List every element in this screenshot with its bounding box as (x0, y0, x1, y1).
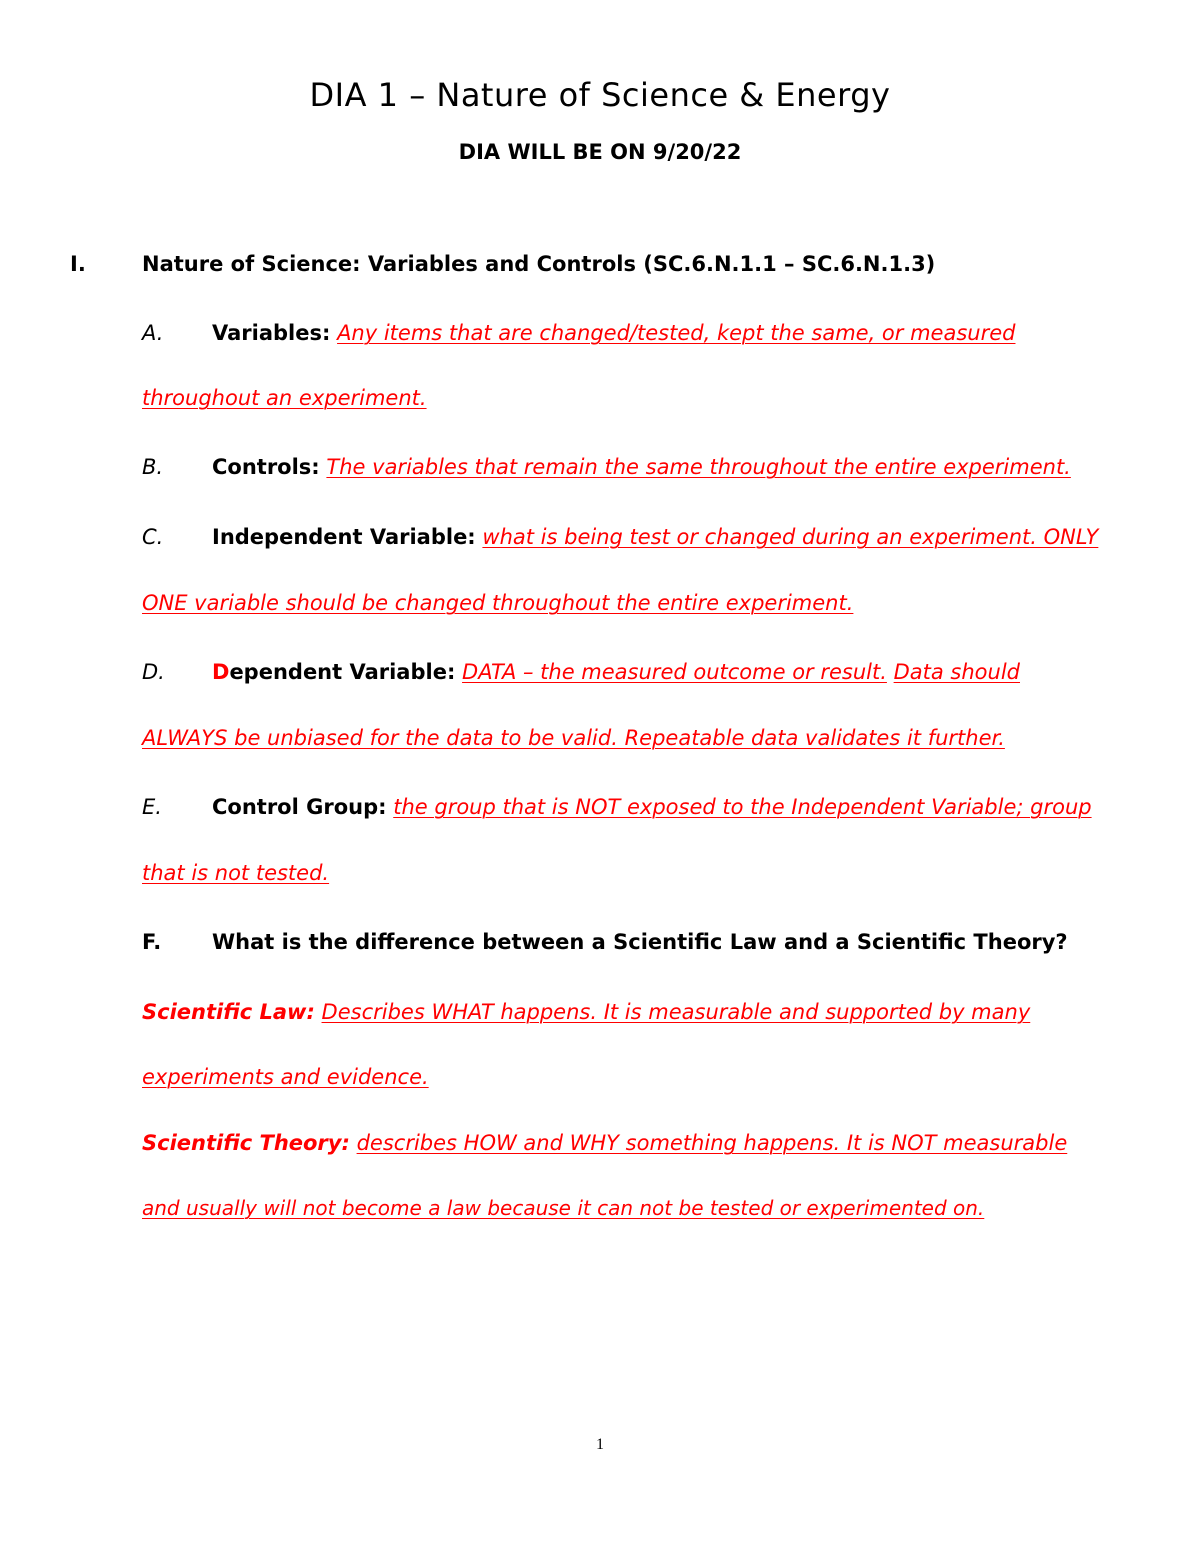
scientific-theory-label: Scientific Theory: (142, 1131, 350, 1155)
item-c-marker: C. (142, 525, 164, 549)
item-d-answer-1b: Data should (893, 660, 1020, 684)
item-e-term: Control Group: (212, 795, 387, 819)
item-a-answer-2: throughout an experiment. (142, 386, 427, 410)
item-f-marker: F. (142, 930, 162, 954)
item-b-term: Controls: (212, 455, 320, 479)
item-e-marker: E. (142, 795, 162, 819)
item-d-term-rest: ependent Variable: (229, 660, 456, 684)
item-a-marker: A. (142, 321, 164, 345)
item-d-term-first-letter: D (212, 660, 230, 684)
section-marker: I. (70, 252, 86, 276)
item-c-line1 (212, 525, 1098, 549)
scientific-theory-answer-1: describes HOW and WHY something happens. It is NOT measurable (356, 1131, 1068, 1155)
item-c-term: Independent Variable: (212, 525, 476, 549)
item-e-answer-2: that is not tested. (142, 861, 330, 885)
scientific-law-answer-2: experiments and evidence. (142, 1065, 429, 1089)
dia-date: DIA WILL BE ON 9/20/22 (458, 140, 742, 164)
page-number: 1 (596, 1436, 604, 1453)
item-a-term: Variables: (212, 321, 331, 345)
item-a-answer-1: Any items that are changed/tested, kept the same, or measured (337, 321, 1016, 345)
scientific-law-label: Scientific Law: (142, 1000, 315, 1024)
scientific-law-answer-1: Describes WHAT happens. It is measurable and supported by many (321, 1000, 1031, 1024)
item-a-line1 (212, 321, 1015, 345)
item-f-question: What is the difference between a Scientific Law and a Scientific Theory? (212, 930, 1068, 954)
item-e-answer-1: the group that is NOT exposed to the Independent Variable; group (393, 795, 1092, 819)
item-b-marker: B. (142, 455, 164, 479)
section-heading: Nature of Science: Variables and Controls (SC.6.N.1.1 – SC.6.N.1.3) (142, 252, 936, 276)
item-c-answer-2: ONE variable should be changed throughout the entire experiment. (142, 591, 854, 615)
document-title: DIA 1 – Nature of Science & Energy (309, 76, 891, 114)
item-b-answer-1: The variables that remain the same throughout the entire experiment. (326, 455, 1071, 479)
scientific-law-line1 (142, 1000, 1030, 1024)
item-d-marker: D. (142, 660, 165, 684)
scientific-theory-line1 (142, 1131, 1067, 1155)
scientific-theory-answer-2: and usually will not become a law because it can not be tested or experimented on. (142, 1196, 985, 1220)
item-d-answer-2: ALWAYS be unbiased for the data to be valid. Repeatable data validates it further. (142, 726, 1005, 750)
item-e-line1 (212, 795, 1092, 819)
item-d-line1 (212, 660, 1020, 684)
item-d-answer-1a: DATA – the measured outcome or result. (462, 660, 887, 684)
item-c-answer-1: what is being test or changed during an experiment. ONLY (482, 525, 1099, 549)
item-b-line1 (212, 455, 1071, 479)
